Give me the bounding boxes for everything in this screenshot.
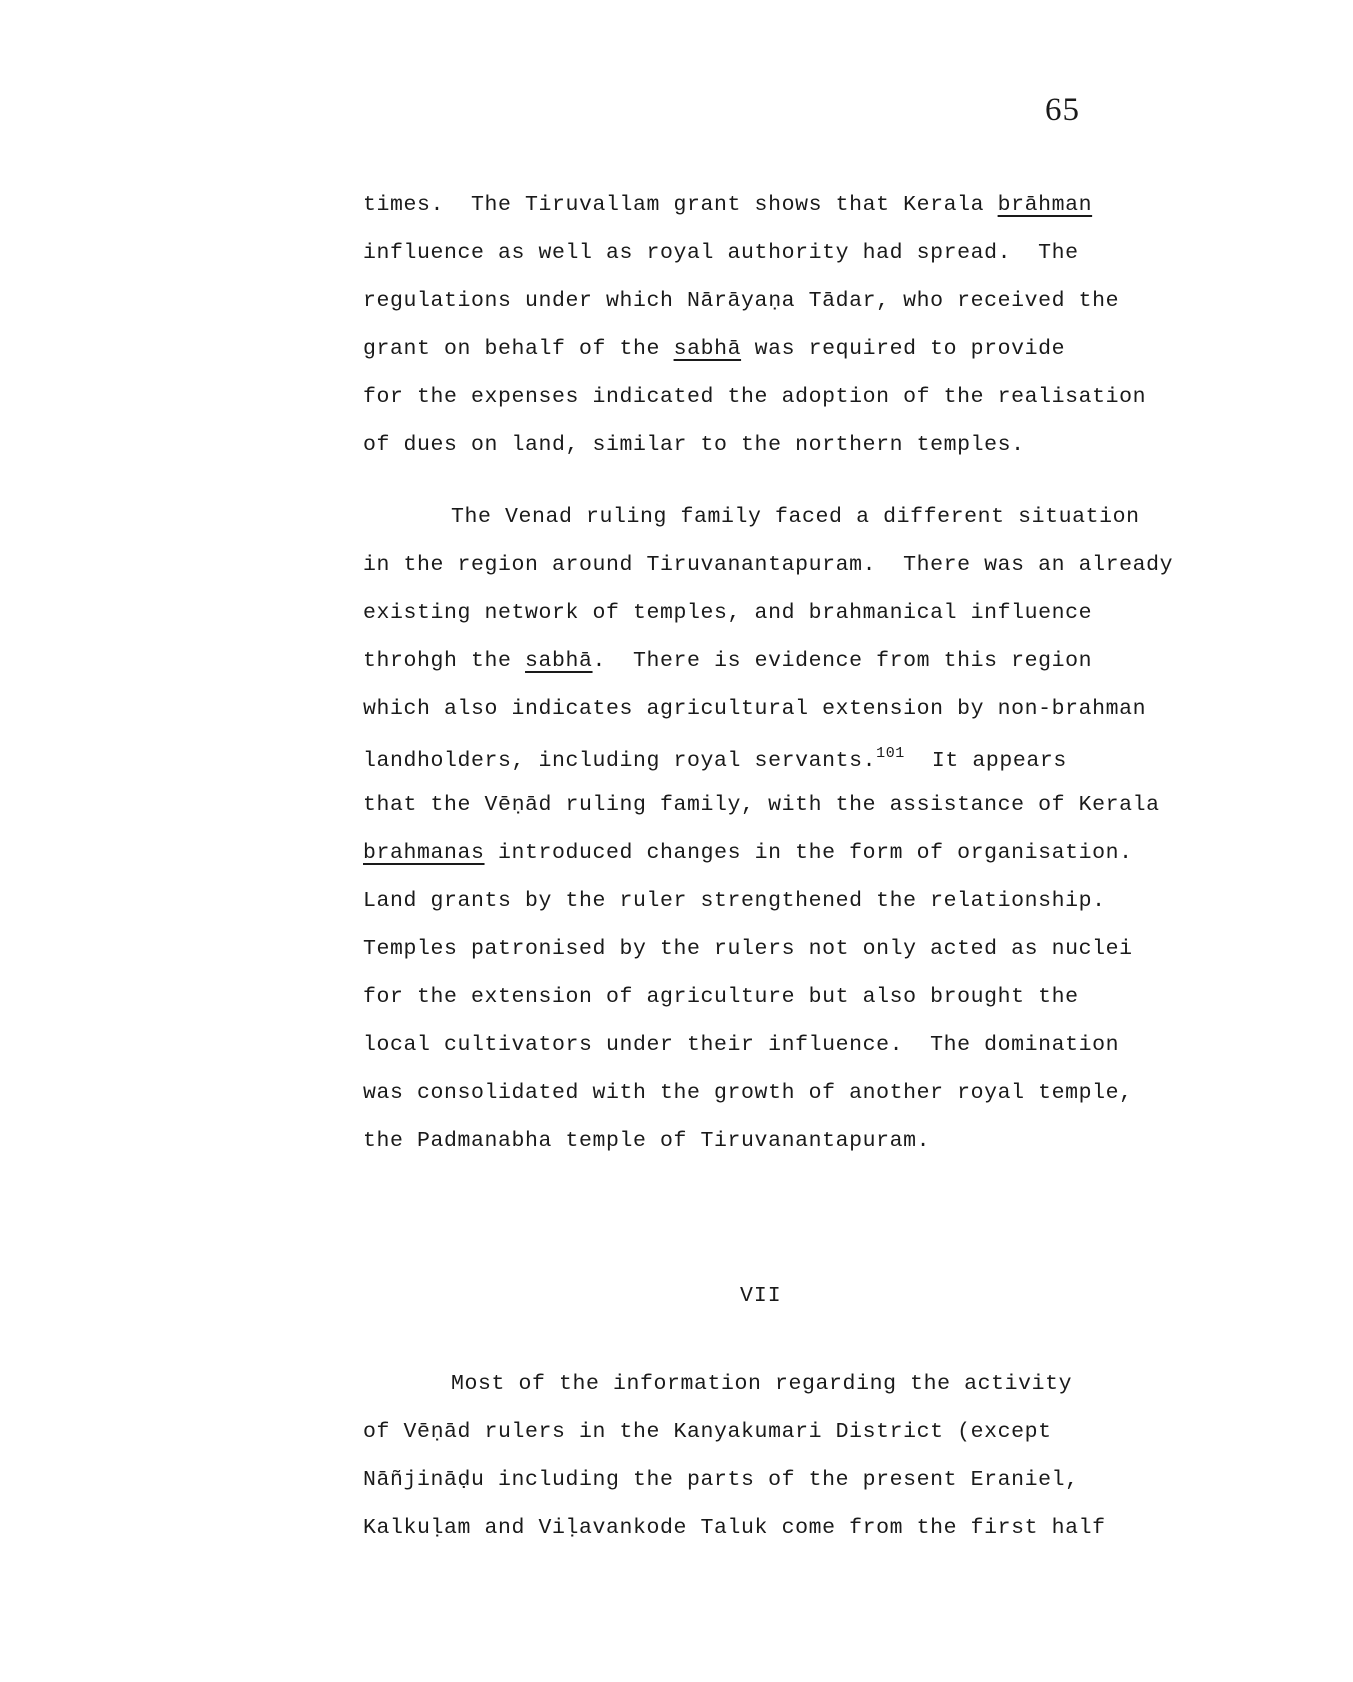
text-span: throhgh the [363,649,526,673]
text-line: Temples patronised by the rulers not only acted as nuclei [363,937,1133,961]
text-span: landholders, including royal servants. [363,749,877,773]
footnote-marker: 101 [876,745,905,762]
text-line [363,649,1092,673]
text-line: that the Vēṇād ruling family, with the assistance of Kerala [363,793,1160,817]
text-span: It appears [904,749,1067,773]
text-span: . There is evidence from this region [592,649,1093,673]
text-line: was consolidated with the growth of another royal temple, [363,1081,1133,1105]
text-line [363,841,1133,865]
text-line: The Venad ruling family faced a different situation [451,505,1140,529]
underlined-term: sabhā [673,337,742,361]
section-heading: VII [740,1284,782,1308]
text-line: influence as well as royal authority had spread. The [363,241,1079,265]
text-line [363,337,1065,361]
text-line: in the region around Tiruvanantapuram. There was an already [363,553,1174,577]
text-line: Nāñjināḍu including the parts of the present Eraniel, [363,1468,1079,1492]
text-line: existing network of temples, and brahmanical influence [363,601,1093,625]
text-line [363,193,1092,217]
text-line [363,745,1067,773]
text-line: of dues on land, similar to the northern temples. [363,433,1025,457]
text-line: Kalkuḷam and Viḷavankode Taluk come from the first half [363,1516,1106,1540]
text-line: the Padmanabha temple of Tiruvanantapuram. [363,1129,931,1153]
text-line: for the expenses indicated the adoption of the realisation [363,385,1147,409]
underlined-term: brāhman [997,193,1093,217]
text-span: grant on behalf of the [363,337,674,361]
text-line: local cultivators under their influence. The domination [363,1033,1120,1057]
page-number: 65 [1045,92,1080,128]
text-line: Most of the information regarding the activity [451,1372,1073,1396]
text-line: of Vēṇād rulers in the Kanyakumari District (except [363,1420,1052,1444]
underlined-term: sabhā [525,649,593,673]
text-line: regulations under which Nārāyaṇa Tādar, who received the [363,289,1120,313]
text-span: introduced changes in the form of organisation. [484,841,1133,865]
text-line: Land grants by the ruler strengthened the relationship. [363,889,1106,913]
underlined-term: brahmanas [363,841,485,865]
text-span: times. The Tiruvallam grant shows that Kerala [363,193,998,217]
text-span: was required to provide [741,337,1066,361]
text-line: for the extension of agriculture but also brought the [363,985,1079,1009]
text-line: which also indicates agricultural extension by non-brahman [363,697,1147,721]
